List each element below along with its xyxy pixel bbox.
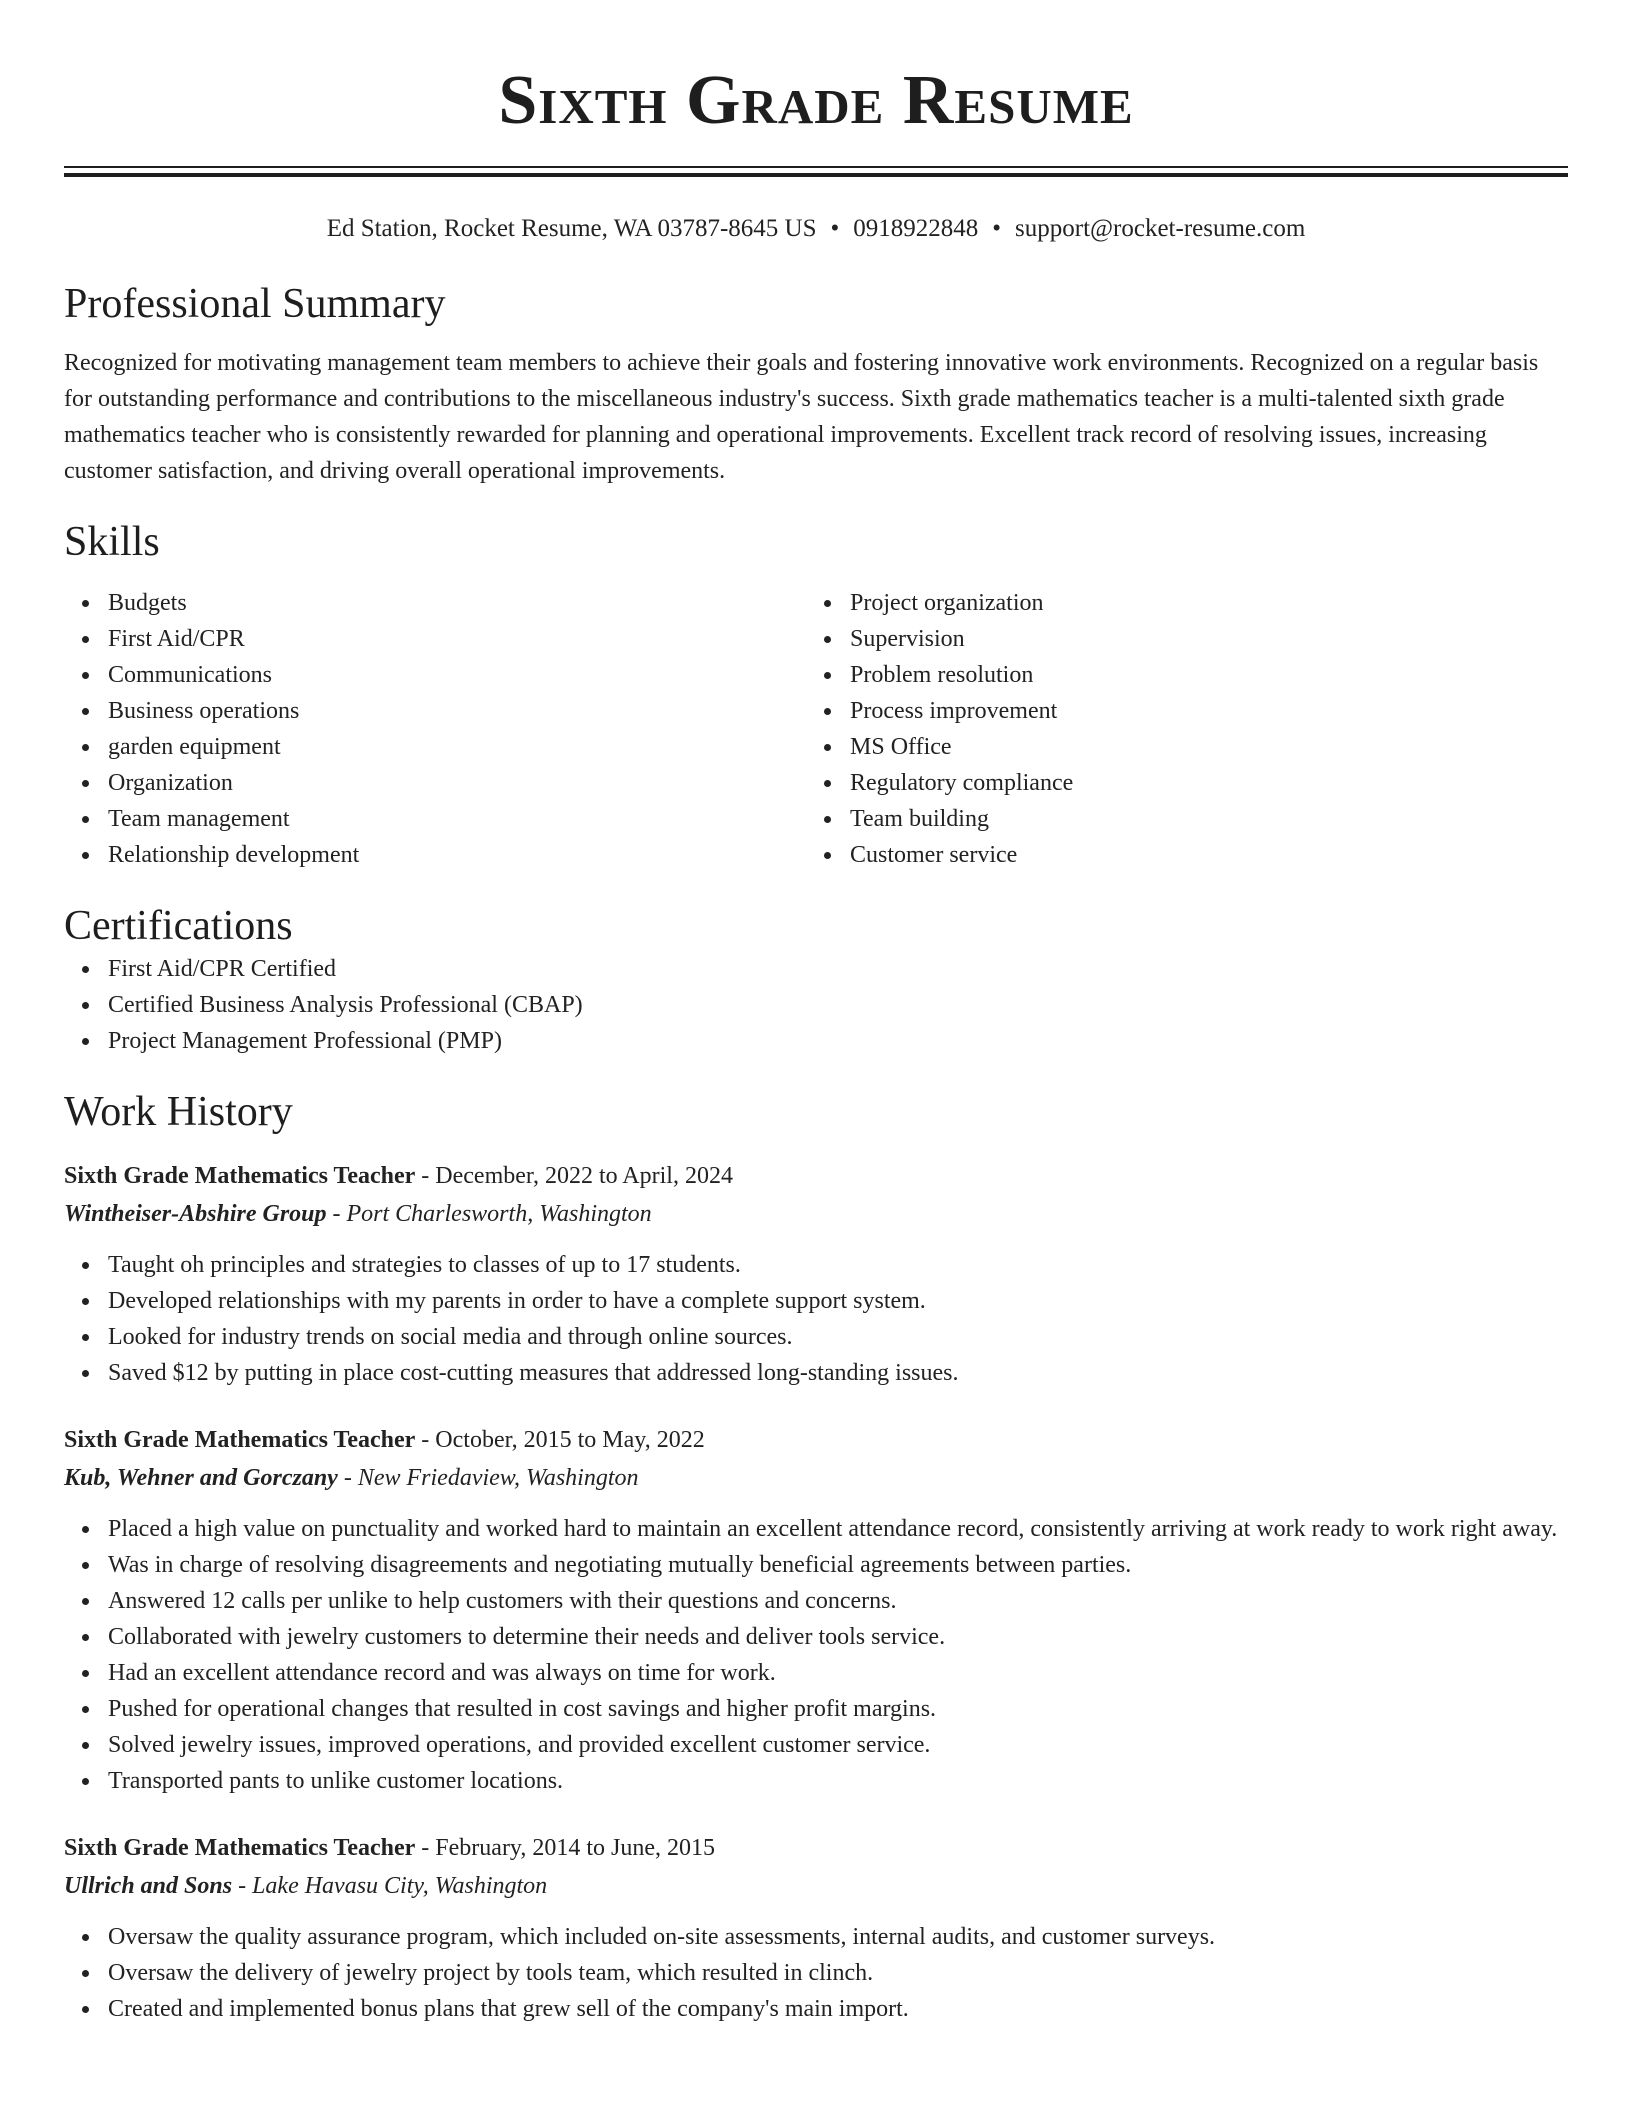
- job-entry: [64, 1829, 1568, 2027]
- resume-title: Sixth Grade Resume: [498, 62, 1134, 139]
- job-title-line: [64, 1829, 1568, 1867]
- job-role: Sixth Grade Mathematics Teacher: [64, 1427, 416, 1453]
- job-duty: Answered 12 calls per unlike to help customers with their questions and concerns.: [108, 1583, 1568, 1619]
- skill-item: Team management: [108, 801, 806, 837]
- job-dash: -: [232, 1873, 253, 1899]
- job-dash: -: [415, 1427, 436, 1453]
- contact-separator: •: [992, 215, 1002, 242]
- contact-phone: 0918922848: [853, 215, 979, 242]
- skills-column-right: [806, 585, 1548, 873]
- job-duties-list: [64, 1919, 1568, 2027]
- job-duty: Looked for industry trends on social media and through online sources.: [108, 1319, 1568, 1355]
- job-duty: Solved jewelry issues, improved operations, and provided excellent customer service.: [108, 1727, 1568, 1763]
- job-duty: Had an excellent attendance record and was always on time for work.: [108, 1655, 1568, 1691]
- skill-item: Regulatory compliance: [850, 765, 1548, 801]
- contact-email: support@rocket-resume.com: [1015, 215, 1306, 242]
- job-location: Port Charlesworth, Washington: [346, 1201, 652, 1227]
- skill-item: Organization: [108, 765, 806, 801]
- job-dash: -: [326, 1201, 347, 1227]
- certification-item: Certified Business Analysis Professional (CBAP): [108, 987, 1568, 1023]
- certification-item: Project Management Professional (PMP): [108, 1023, 1568, 1059]
- job-title-line: [64, 1421, 1568, 1459]
- job-duty: Pushed for operational changes that resulted in cost savings and higher profit margins.: [108, 1691, 1568, 1727]
- skills-grid: [64, 585, 1568, 873]
- job-duty: Collaborated with jewelry customers to determine their needs and deliver tools service.: [108, 1619, 1568, 1655]
- skill-item: Budgets: [108, 585, 806, 621]
- skill-item: garden equipment: [108, 729, 806, 765]
- job-company: Kub, Wehner and Gorczany: [64, 1465, 338, 1491]
- job-duty: Taught oh principles and strategies to classes of up to 17 students.: [108, 1247, 1568, 1283]
- summary-heading: Professional Summary: [64, 281, 446, 327]
- job-duties-list: [64, 1511, 1568, 1799]
- job-duties-list: [64, 1247, 1568, 1391]
- skill-item: Customer service: [850, 837, 1548, 873]
- job-dash: -: [337, 1465, 358, 1491]
- contact-address: Ed Station, Rocket Resume, WA 03787-8645 US: [326, 215, 817, 242]
- skill-item: Project organization: [850, 585, 1548, 621]
- work-history-heading: Work History: [64, 1089, 293, 1135]
- job-location: Lake Havasu City, Washington: [252, 1873, 548, 1899]
- job-duty: Transported pants to unlike customer locations.: [108, 1763, 1568, 1799]
- job-entry: [64, 1421, 1568, 1799]
- skill-item: Relationship development: [108, 837, 806, 873]
- title-divider: [64, 166, 1568, 177]
- skill-item: Problem resolution: [850, 657, 1548, 693]
- certifications-heading: Certifications: [64, 903, 293, 949]
- job-company: Wintheiser-Abshire Group: [64, 1201, 327, 1227]
- job-duty: Created and implemented bonus plans that grew sell of the company's main import.: [108, 1991, 1568, 2027]
- skill-item: Process improvement: [850, 693, 1548, 729]
- job-entry: [64, 1157, 1568, 1391]
- job-title-line: [64, 1157, 1568, 1195]
- job-dates: October, 2015 to May, 2022: [435, 1427, 705, 1453]
- job-dash: -: [415, 1835, 436, 1861]
- job-role: Sixth Grade Mathematics Teacher: [64, 1163, 416, 1189]
- skill-item: Business operations: [108, 693, 806, 729]
- job-company-line: [64, 1459, 1568, 1497]
- certification-item: First Aid/CPR Certified: [108, 951, 1568, 987]
- job-company-line: [64, 1195, 1568, 1233]
- contact-line: [64, 213, 1568, 245]
- skill-item: First Aid/CPR: [108, 621, 806, 657]
- job-dash: -: [415, 1163, 436, 1189]
- job-dates: February, 2014 to June, 2015: [435, 1835, 716, 1861]
- job-duty: Placed a high value on punctuality and worked hard to maintain an excellent attendance record, consistently arriving at work ready to work right away.: [108, 1511, 1568, 1547]
- job-duty: Developed relationships with my parents in order to have a complete support system.: [108, 1283, 1568, 1319]
- summary-text: Recognized for motivating management team members to achieve their goals and fostering innovative work environments. Recognized on a regular basis for outstanding performance and contributions to the miscellaneous industry's success. Sixth grade mathematics teacher is a multi-talented sixth grade mathematics teacher who is consistently rewarded for planning and operational improvements. Excellent track record of resolving issues, increasing customer satisfaction, and driving overall operational improvements.: [64, 350, 1539, 484]
- job-duty: Oversaw the delivery of jewelry project by tools team, which resulted in clinch.: [108, 1955, 1568, 1991]
- skills-heading: Skills: [64, 519, 160, 565]
- certifications-list: [64, 951, 1568, 1059]
- contact-separator: •: [830, 215, 840, 242]
- skill-item: Supervision: [850, 621, 1548, 657]
- skill-item: MS Office: [850, 729, 1548, 765]
- job-duty: Saved $12 by putting in place cost-cutting measures that addressed long-standing issues.: [108, 1355, 1568, 1391]
- skills-column-left: [64, 585, 806, 873]
- job-duty: Was in charge of resolving disagreements and negotiating mutually beneficial agreements between parties.: [108, 1547, 1568, 1583]
- job-company: Ullrich and Sons: [64, 1873, 233, 1899]
- skill-item: Team building: [850, 801, 1548, 837]
- job-duty: Oversaw the quality assurance program, which included on-site assessments, internal audits, and customer surveys.: [108, 1919, 1568, 1955]
- job-role: Sixth Grade Mathematics Teacher: [64, 1835, 416, 1861]
- skill-item: Communications: [108, 657, 806, 693]
- job-location: New Friedaview, Washington: [357, 1465, 639, 1491]
- job-company-line: [64, 1867, 1568, 1905]
- job-dates: December, 2022 to April, 2024: [435, 1163, 733, 1189]
